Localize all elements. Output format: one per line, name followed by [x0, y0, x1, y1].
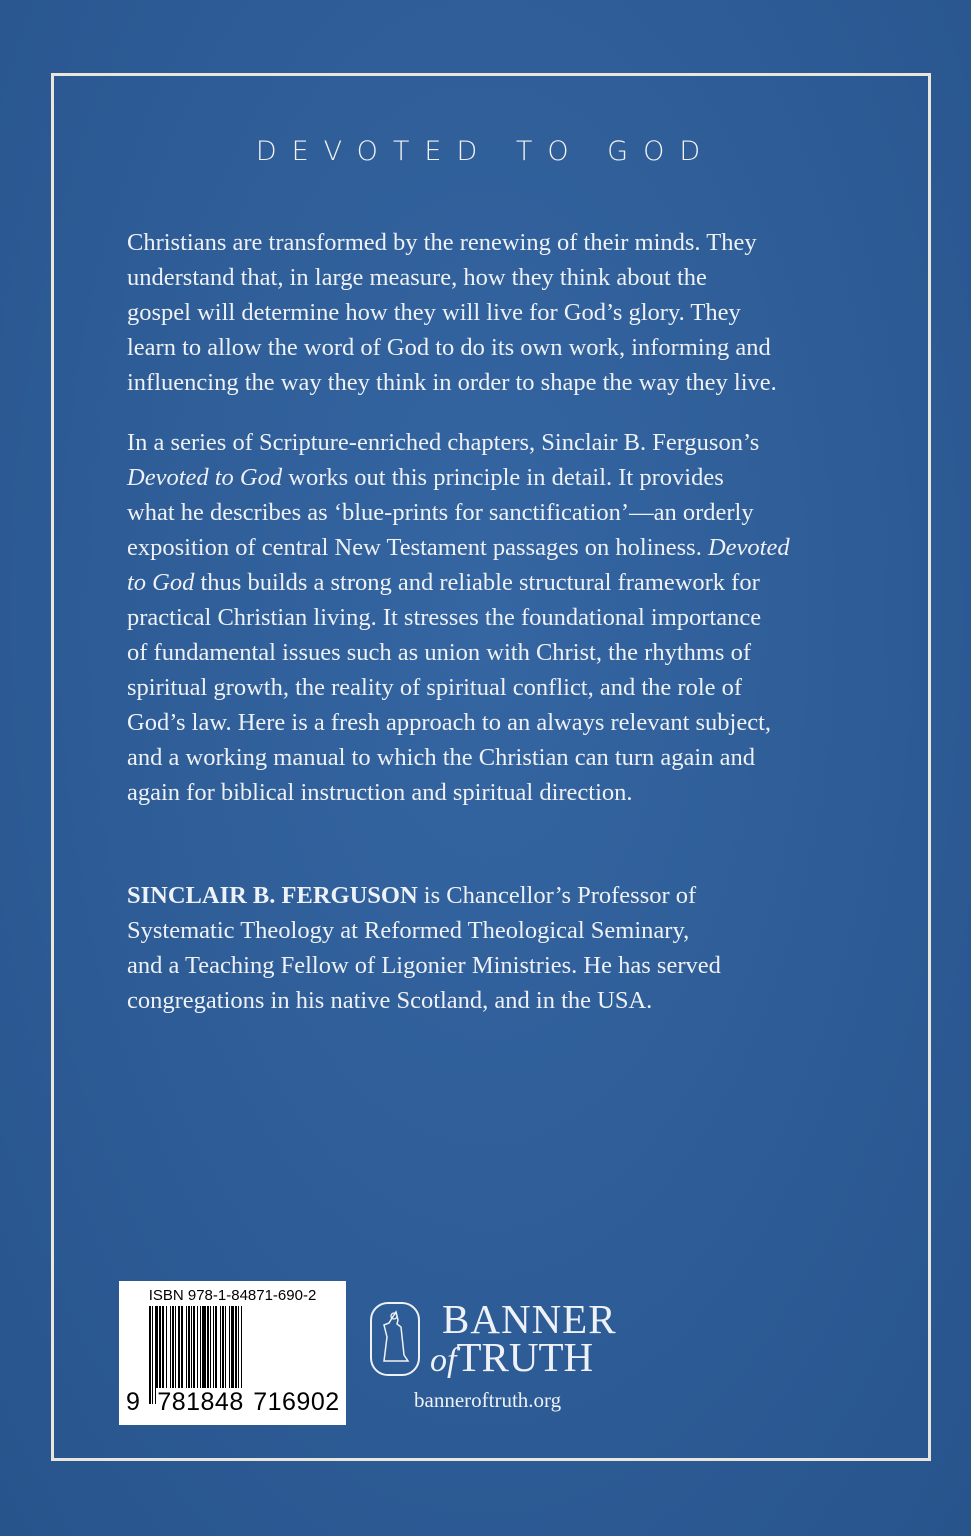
- text-segment: influencing the way they think in order to shape the way they live.: [127, 369, 777, 396]
- text-line: [127, 260, 867, 295]
- isbn-text: ISBN 978-1-84871-690-2: [148, 1287, 317, 1304]
- italic-title: to God: [127, 569, 195, 596]
- text-line: [127, 330, 867, 365]
- text-segment: practical Christian living. It stresses the foundational importance: [127, 604, 762, 631]
- text-segment: gospel will determine how they will live for God’s glory. They: [127, 299, 741, 326]
- text-segment: and a Teaching Fellow of Ligonier Ministries. He has served: [127, 952, 721, 979]
- publisher-name-banner: BANNER: [442, 1296, 617, 1342]
- ean-lead-digit: 9: [126, 1388, 141, 1416]
- text-segment: thus builds a strong and reliable structural framework for: [194, 569, 760, 596]
- text-segment: In a series of Scripture-enriched chapters, Sinclair B. Ferguson’s: [127, 429, 760, 456]
- publisher-url: banneroftruth.org: [414, 1388, 562, 1412]
- text-segment: understand that, in large measure, how they think about the: [127, 264, 707, 291]
- author-name: SINCLAIR B. FERGUSON: [127, 882, 418, 909]
- text-segment: Systematic Theology at Reformed Theological Seminary,: [127, 917, 690, 944]
- text-segment: learn to allow the word of God to do its own work, informing and: [127, 334, 771, 361]
- book-title: DEVOTED TO GOD: [255, 136, 716, 167]
- text-line: [127, 495, 867, 530]
- text-line: [127, 983, 867, 1018]
- text-line: [127, 460, 867, 495]
- text-line: [127, 565, 867, 600]
- banner-emblem-icon: [370, 1302, 420, 1376]
- text-segment: spiritual growth, the reality of spiritual conflict, and the role of: [127, 674, 743, 701]
- text-line: [127, 600, 867, 635]
- text-segment: and a working manual to which the Christian can turn again and: [127, 744, 755, 771]
- text-segment: exposition of central New Testament passages on holiness.: [127, 534, 708, 561]
- text-segment: Christians are transformed by the renewing of their minds. They: [127, 229, 757, 256]
- text-line: [127, 740, 867, 775]
- text-line: [127, 878, 867, 913]
- text-line: [127, 913, 867, 948]
- description-paragraph-1: [127, 225, 867, 400]
- ean-digits: [125, 1388, 341, 1417]
- publisher-truth: TRUTH: [456, 1334, 594, 1380]
- text-segment: again for biblical instruction and spiritual direction.: [127, 779, 633, 806]
- text-line: [127, 365, 867, 400]
- italic-title: Devoted to God: [127, 464, 283, 491]
- text-segment: works out this principle in detail. It provides: [282, 464, 724, 491]
- isbn-barcode: [119, 1281, 346, 1425]
- publisher-of: of: [430, 1342, 457, 1379]
- text-segment: congregations in his native Scotland, and in the USA.: [127, 987, 653, 1014]
- text-line: [127, 530, 867, 565]
- description-paragraph-2: [127, 425, 867, 810]
- text-line: [127, 425, 867, 460]
- author-bio: [127, 878, 867, 1018]
- text-line: [127, 670, 867, 705]
- publisher-name-truth: [430, 1334, 594, 1380]
- italic-title: Devoted: [707, 534, 790, 561]
- ean-group-1: 781848: [157, 1388, 244, 1416]
- text-segment: of fundamental issues such as union with Christ, the rhythms of: [127, 639, 751, 666]
- text-segment: God’s law. Here is a fresh approach to an always relevant subject,: [127, 709, 772, 736]
- ean-group-2: 716902: [253, 1388, 340, 1416]
- text-segment: is Chancellor’s Professor of: [417, 882, 697, 909]
- text-line: [127, 705, 867, 740]
- text-line: [127, 948, 867, 983]
- text-line: [127, 775, 867, 810]
- text-segment: what he describes as ‘blue-prints for sanctification’—an orderly: [127, 499, 754, 526]
- text-line: [127, 295, 867, 330]
- text-line: [127, 225, 867, 260]
- text-line: [127, 635, 867, 670]
